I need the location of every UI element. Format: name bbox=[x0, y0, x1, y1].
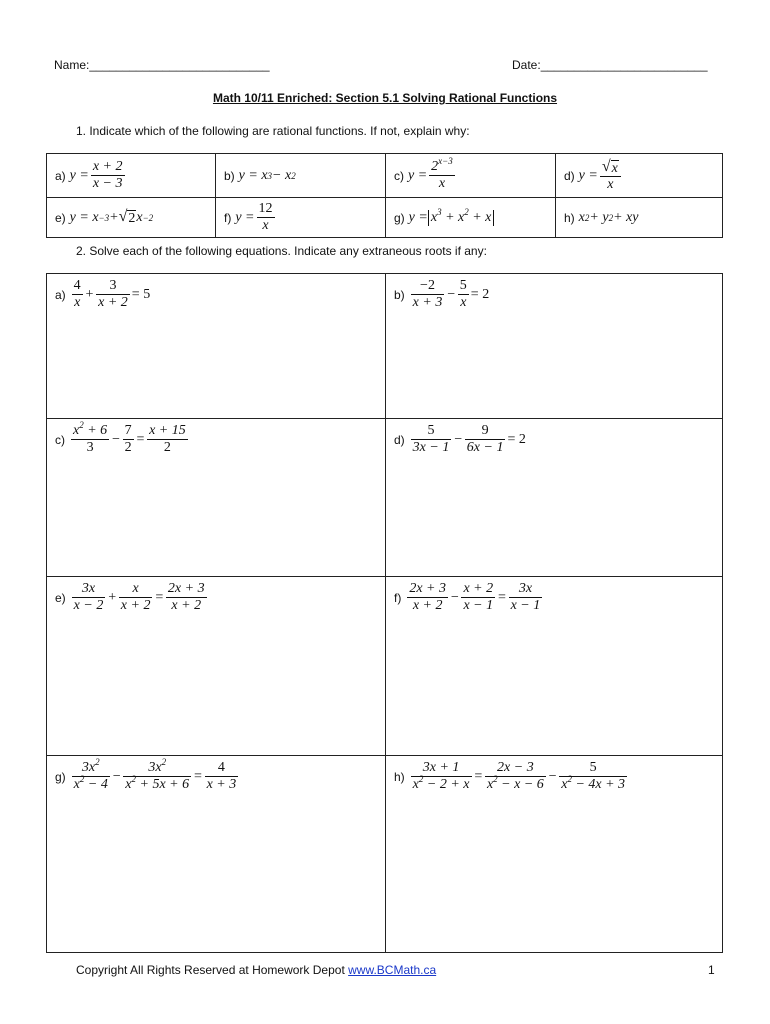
q1-label-a: a) bbox=[55, 168, 66, 183]
q2-label-d: d) bbox=[394, 432, 405, 447]
q2-label-f: f) bbox=[394, 590, 402, 605]
copyright-text: Copyright All Rights Reserved at Homework Depot bbox=[76, 963, 349, 977]
q1-cell-a: a) y = $\frac{x + 2}{x - 3}$ bbox=[47, 154, 216, 198]
date-label: Date: bbox=[512, 58, 541, 72]
name-field bbox=[54, 58, 270, 72]
q1-label-c: c) bbox=[394, 168, 404, 183]
q1-label-d: d) bbox=[564, 168, 575, 183]
q1-label-h: h) bbox=[564, 210, 575, 225]
q2-label-g: g) bbox=[55, 769, 66, 784]
q1-cell-f: f) y = $\frac{12}{x}$ bbox=[216, 198, 386, 238]
q1-table bbox=[46, 153, 723, 238]
q2-label-a: a) bbox=[55, 287, 66, 302]
q1-cell-g: g) y = $x^3 + x^2 + x$ bbox=[386, 198, 556, 238]
q2-cell-c: c) $\frac{x^2 + 6}{3}$ − $\frac{7}{2}$ = $\frac{x + 15}{2}$ bbox=[47, 419, 386, 577]
q1-cell-h: h) x 2 + y 2 + xy bbox=[556, 198, 723, 238]
q2-label-h: h) bbox=[394, 769, 405, 784]
bcmath-link[interactable]: www.BCMath.ca bbox=[348, 963, 437, 977]
q2-cell-d: d) $\frac{5}{3x - 1}$ − $\frac{9}{6x - 1}$ = 2 bbox=[386, 419, 723, 577]
q2-prompt: 2. Solve each of the following equations. Indicate any extraneous roots if any: bbox=[76, 244, 487, 258]
q2-table bbox=[46, 273, 723, 953]
q1-label-e: e) bbox=[55, 210, 66, 225]
q2-cell-g: g) $\frac{3x^2}{x^2 - 4}$ − $\frac{3x^2}{x^2 + 5x + 6}$ = $\frac{4}{x + 3}$ bbox=[47, 756, 386, 953]
date-blank: _________________________ bbox=[540, 58, 708, 72]
q1-label-g: g) bbox=[394, 210, 405, 225]
q2-label-b: b) bbox=[394, 287, 405, 302]
footer-copyright bbox=[76, 963, 436, 977]
date-field bbox=[512, 58, 708, 72]
page-title: Math 10/11 Enriched: Section 5.1 Solving Rational Functions bbox=[212, 91, 558, 105]
q2-label-e: e) bbox=[55, 590, 66, 605]
q2-cell-e: e) $\frac{3x}{x - 2}$ + $\frac{x}{x + 2}$ = $\frac{2x + 3}{x + 2}$ bbox=[47, 577, 386, 756]
q2-label-c: c) bbox=[55, 432, 65, 447]
q1-label-b: b) bbox=[224, 168, 235, 183]
q1-label-f: f) bbox=[224, 210, 232, 225]
q1-cell-c: c) y = $\frac{2^{x-3}}{x}$ bbox=[386, 154, 556, 198]
q1-cell-b: b) y = x 3 − x 2 bbox=[216, 154, 386, 198]
q1-cell-d: d) y = √ x x bbox=[556, 154, 723, 198]
q1-prompt: 1. Indicate which of the following are rational functions. If not, explain why: bbox=[76, 124, 470, 138]
q2-cell-h: h) $\frac{3x + 1}{x^2 - 2 + x}$ = $\frac{2x - 3}{x^2 - x - 6}$ − $\frac{5}{x^2 - 4x + 3}$ bbox=[386, 756, 723, 953]
page-number: 1 bbox=[708, 963, 715, 977]
q2-cell-f: f) $\frac{2x + 3}{x + 2}$ − $\frac{x + 2}{x - 1}$ = $\frac{3x}{x - 1}$ bbox=[386, 577, 723, 756]
name-label: Name: bbox=[54, 58, 90, 72]
q2-cell-a: a) $\frac{4}{x}$ + $\frac{3}{x + 2}$ = 5 bbox=[47, 274, 386, 419]
name-blank: ___________________________ bbox=[89, 58, 270, 72]
q2-cell-b: b) $\frac{-2}{x + 3}$ − $\frac{5}{x}$ = 2 bbox=[386, 274, 723, 419]
q1-cell-e: e) y = x −3 + √ 2 x −2 bbox=[47, 198, 216, 238]
